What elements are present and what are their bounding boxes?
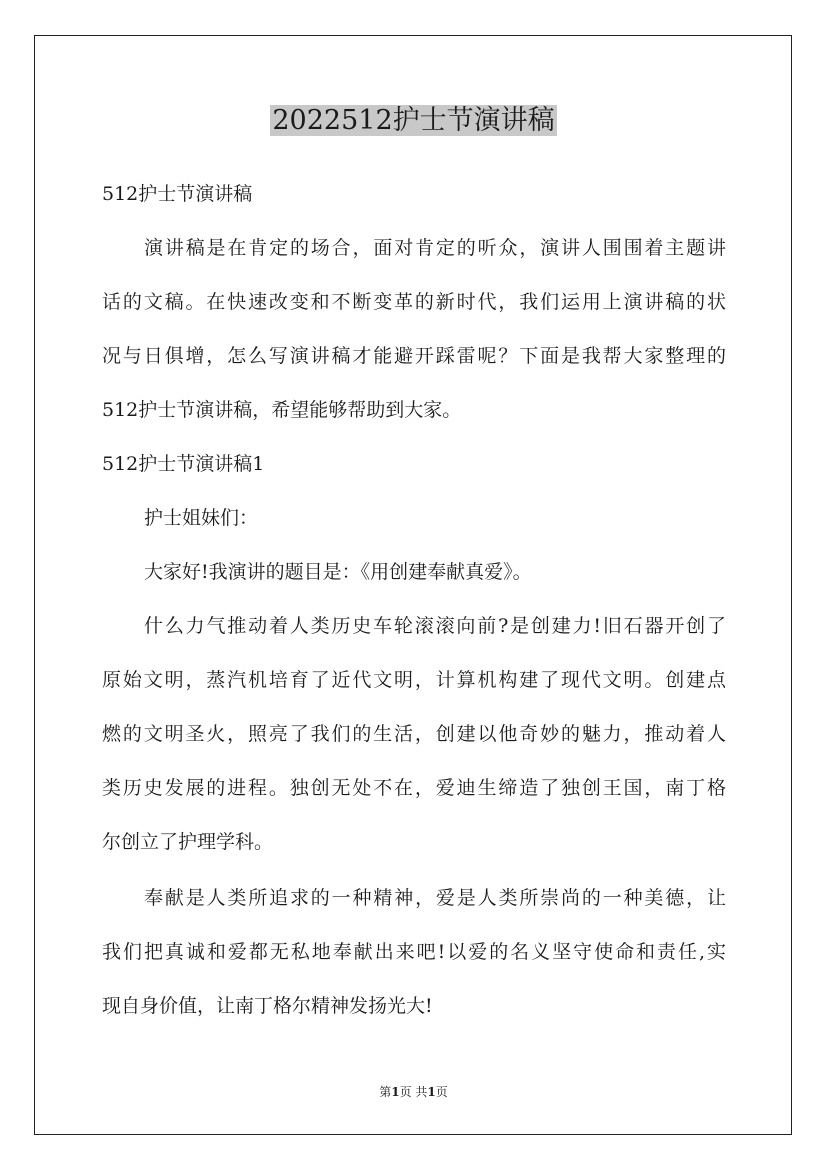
section-heading: 512护士节演讲稿1 <box>102 453 265 475</box>
paragraph-2-line-3: 现自身价值，让南丁格尔精神发扬光大! <box>102 995 433 1017</box>
paragraph-1-line-1: 什么力气推动着人类历史车轮滚滚向前?是创建力!旧石器开创了 <box>144 615 726 637</box>
footer-prefix: 第 <box>379 1085 392 1099</box>
footer-current-page: 1 <box>391 1085 400 1099</box>
footer-mid: 页 共 <box>399 1085 428 1099</box>
paragraph-1-line-2: 原始文明，蒸汽机培育了近代文明，计算机构建了现代文明。创建点 <box>102 669 726 691</box>
paragraph-1-line-5: 尔创立了护理学科。 <box>102 831 274 853</box>
document-subtitle: 512护士节演讲稿 <box>102 183 253 205</box>
footer-suffix: 页 <box>435 1085 448 1099</box>
paragraph-1-line-4: 类历史发展的进程。独创无处不在，爱迪生缔造了独创王国，南丁格 <box>102 777 726 799</box>
document-title-text: 2022512护士节演讲稿 <box>272 105 555 136</box>
footer-total-pages: 1 <box>427 1085 436 1099</box>
paragraph-2-line-2: 我们把真诚和爱都无私地奉献出来吧!以爱的名义坚守使命和责任,实 <box>102 941 726 963</box>
intro-line-4: 512护士节演讲稿，希望能够帮助到大家。 <box>102 399 462 421</box>
greeting: 大家好!我演讲的题目是：《用创建奉献真爱》。 <box>144 561 532 583</box>
page-footer <box>0 1084 827 1100</box>
intro-line-2: 话的文稿。在快速改变和不断变革的新时代，我们运用上演讲稿的状 <box>102 291 726 313</box>
document-title <box>0 99 827 143</box>
intro-line-3: 况与日俱增，怎么写演讲稿才能避开踩雷呢？下面是我帮大家整理的 <box>102 345 726 367</box>
paragraph-2-line-1: 奉献是人类所追求的一种精神，爱是人类所崇尚的一种美德，让 <box>144 887 726 909</box>
paragraph-1-line-3: 燃的文明圣火，照亮了我们的生活，创建以他奇妙的魅力，推动着人 <box>102 723 726 745</box>
salutation: 护士姐妹们： <box>144 507 259 529</box>
intro-line-1: 演讲稿是在肯定的场合，面对肯定的听众，演讲人围围着主题讲 <box>144 237 726 259</box>
